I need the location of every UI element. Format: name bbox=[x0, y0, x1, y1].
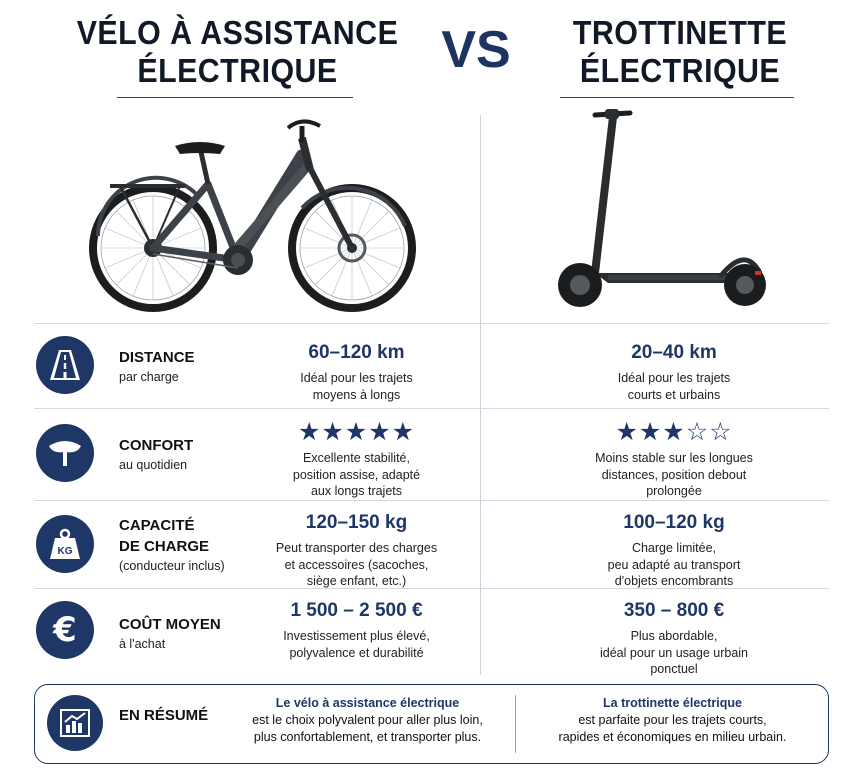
euro-glyph: € bbox=[53, 610, 77, 650]
comfort-title: CONFORT bbox=[119, 437, 194, 454]
capacity-label bbox=[119, 515, 225, 575]
bike-summary-head: Le vélo à assistance électrique bbox=[275, 696, 460, 710]
scooter-cost-desc: Plus abordable, idéal pour un usage urbain ponctuel bbox=[599, 629, 749, 676]
scooter-distance-desc: Idéal pour les trajets courts et urbains bbox=[617, 371, 731, 402]
distance-label bbox=[119, 347, 195, 386]
scooter-comfort-desc: Moins stable sur les longues distances, position debout prolongée bbox=[595, 451, 753, 498]
scooter-comfort-stars-filled: ★★★ bbox=[615, 418, 686, 446]
scooter-capacity-desc: Charge limitée, peu adapté au transport d'objets encombrants bbox=[607, 541, 741, 588]
bike-distance-cell bbox=[244, 341, 469, 403]
bike-summary-text: est le choix polyvalent pour aller plus loin, plus confortablement, et transporter plus. bbox=[252, 713, 483, 744]
bike-capacity-value: 120–150 kg bbox=[305, 512, 408, 533]
scooter-summary-head: La trottinette électrique bbox=[603, 696, 742, 710]
row-capacity bbox=[34, 500, 829, 588]
euro-icon bbox=[36, 601, 94, 659]
bike-comfort-stars-filled: ★★★★★ bbox=[297, 418, 416, 446]
bike-title-line1: VÉLO À ASSISTANCE bbox=[76, 14, 399, 51]
bike-capacity-cell bbox=[244, 511, 469, 590]
scooter-distance-value: 20–40 km bbox=[631, 342, 717, 363]
capacity-subtitle: (conducteur inclus) bbox=[119, 559, 225, 573]
summary-title: EN RÉSUMÉ bbox=[119, 707, 209, 724]
escooter-image bbox=[550, 105, 775, 315]
scooter-comfort-stars-empty: ☆☆ bbox=[685, 418, 733, 446]
scooter-cost-cell bbox=[534, 599, 814, 678]
bike-summary bbox=[240, 695, 495, 746]
summary-box bbox=[34, 684, 829, 764]
bike-cost-value: 1 500 – 2 500 € bbox=[290, 600, 423, 621]
distance-title: DISTANCE bbox=[119, 349, 195, 366]
cost-subtitle: à l'achat bbox=[119, 637, 166, 651]
weight-icon bbox=[36, 515, 94, 573]
summary-divider bbox=[515, 695, 516, 753]
bike-distance-desc: Idéal pour les trajets moyens à longs bbox=[300, 371, 413, 402]
scooter-capacity-cell bbox=[534, 511, 814, 590]
weight-icon-text: KG bbox=[57, 546, 73, 557]
vs-label: VS bbox=[441, 21, 511, 79]
scooter-title bbox=[533, 14, 827, 90]
bike-cost-cell bbox=[244, 599, 469, 661]
row-distance bbox=[34, 323, 829, 408]
road-icon bbox=[36, 336, 94, 394]
scooter-distance-cell bbox=[534, 341, 814, 403]
distance-subtitle: par charge bbox=[119, 370, 179, 384]
bike-comfort-rating bbox=[244, 419, 469, 445]
comfort-label bbox=[119, 435, 193, 474]
bike-comfort-cell bbox=[244, 419, 469, 500]
bike-title-line2: ÉLECTRIQUE bbox=[137, 52, 338, 89]
scooter-title-line1: TROTTINETTE bbox=[572, 14, 788, 51]
bike-cost-desc: Investissement plus élevé, polyvalence et durabilité bbox=[283, 629, 430, 660]
scooter-summary bbox=[530, 695, 815, 746]
bar-chart-icon bbox=[47, 695, 103, 751]
scooter-comfort-rating bbox=[534, 419, 814, 445]
ebike-image bbox=[80, 108, 425, 318]
scooter-comfort-cell bbox=[534, 419, 814, 500]
scooter-capacity-value: 100–120 kg bbox=[623, 512, 725, 533]
capacity-title-line2: DE CHARGE bbox=[119, 538, 210, 555]
cost-title: COÛT MOYEN bbox=[119, 616, 221, 633]
bike-title-rule bbox=[117, 97, 353, 98]
bike-capacity-desc: Peut transporter des charges et accessoires (sacoches, siège enfant, etc.) bbox=[275, 541, 438, 588]
row-cost bbox=[34, 588, 829, 676]
bike-comfort-desc: Excellente stabilité, position assise, adapté aux longs trajets bbox=[292, 451, 421, 498]
bike-title bbox=[74, 14, 401, 90]
scooter-summary-text: est parfaite pour les trajets courts, rapides et économiques en milieu urbain. bbox=[558, 713, 787, 744]
comfort-subtitle: au quotidien bbox=[119, 458, 188, 472]
cost-label bbox=[119, 614, 221, 653]
saddle-icon bbox=[36, 424, 94, 482]
scooter-cost-value: 350 – 800 € bbox=[623, 600, 725, 621]
bike-distance-value: 60–120 km bbox=[308, 342, 405, 363]
row-comfort bbox=[34, 408, 829, 500]
scooter-title-line2: ÉLECTRIQUE bbox=[579, 52, 781, 89]
scooter-title-rule bbox=[560, 97, 794, 98]
capacity-title-line1: CAPACITÉ bbox=[119, 517, 195, 534]
